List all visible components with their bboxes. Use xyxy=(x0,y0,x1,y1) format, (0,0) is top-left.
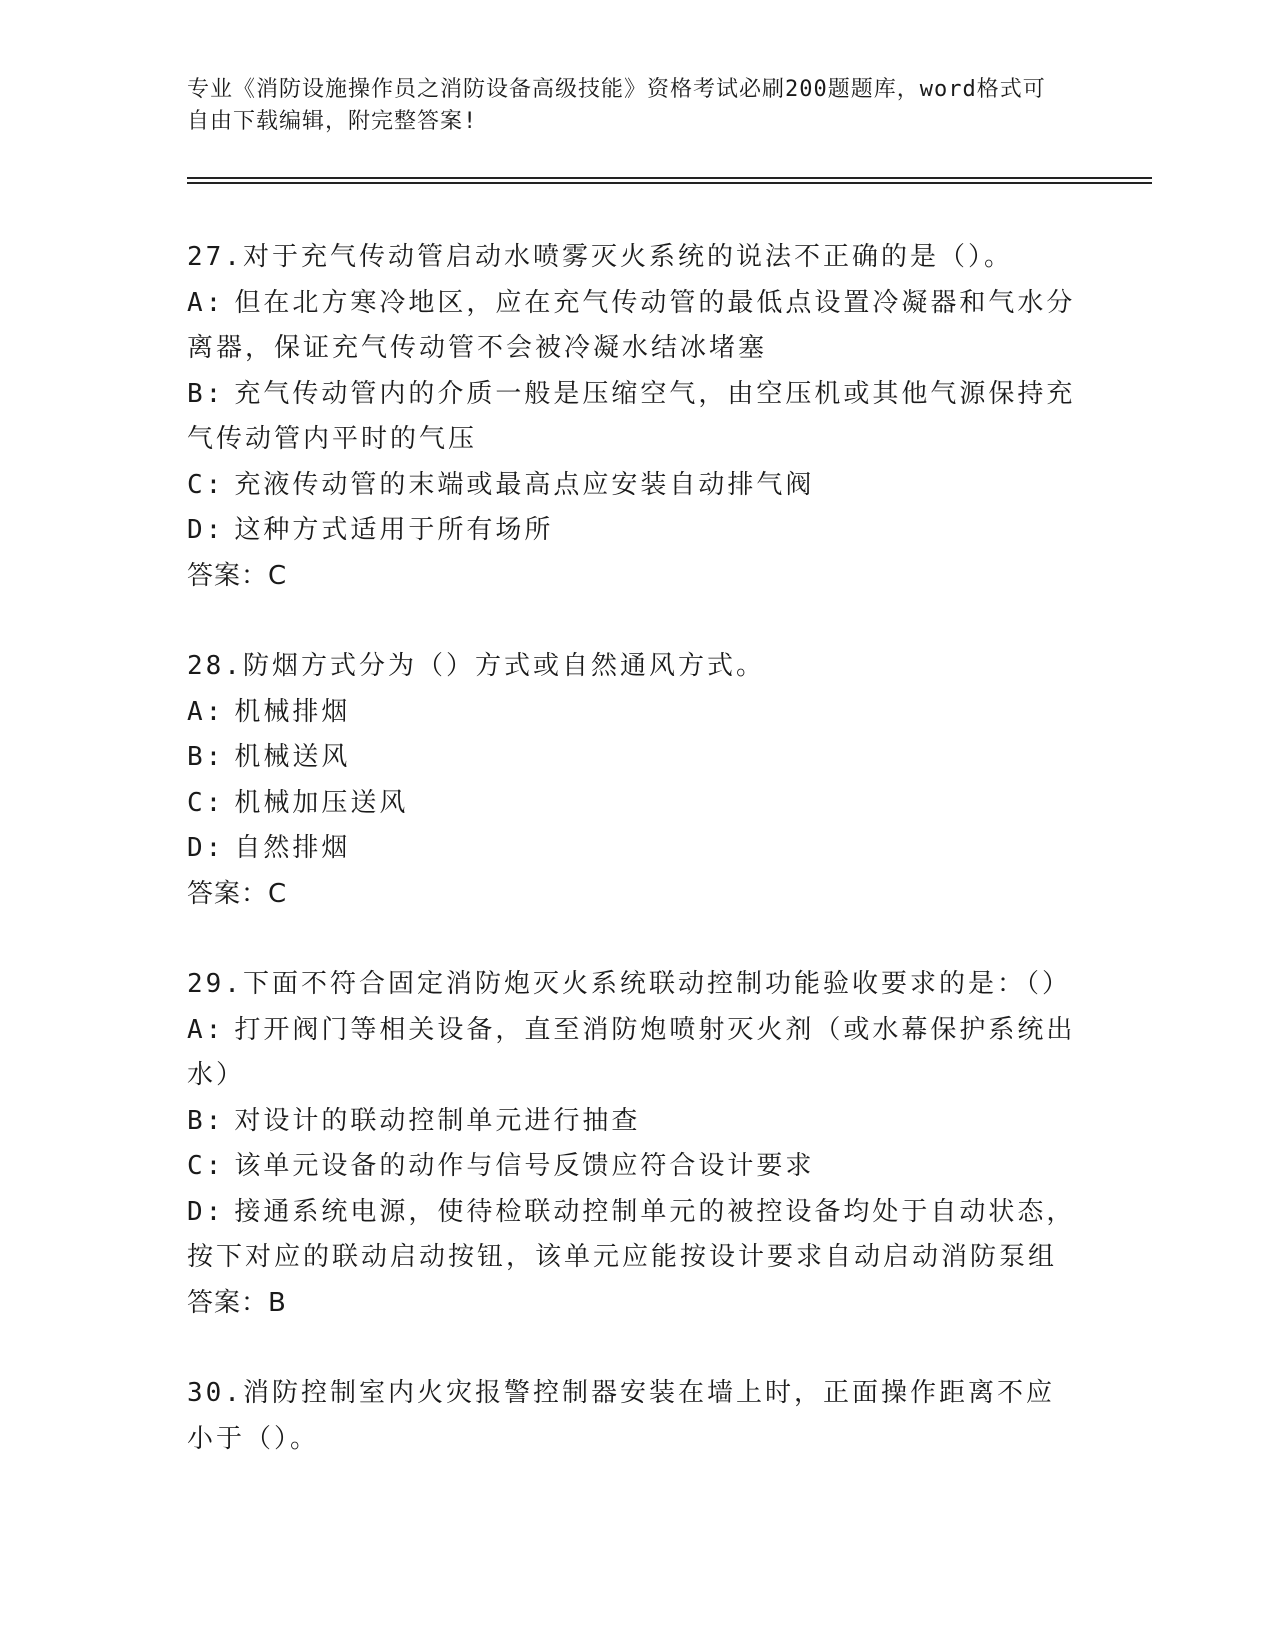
option-c xyxy=(187,463,1077,509)
question-list xyxy=(187,235,1077,1507)
option-d xyxy=(187,508,1077,554)
option-letter: C: xyxy=(187,469,225,500)
option-text: 接通系统电源，使待检联动控制单元的被控设备均处于自动状态，按下对应的联动启动按钮，该单元应能按设计要求自动启动消防泵组 xyxy=(187,1196,1076,1272)
question-27 xyxy=(187,235,1077,599)
answer-line: 答案：C xyxy=(187,878,288,909)
option-text: 充气传动管内的介质一般是压缩空气，由空压机或其他气源保持充气传动管内平时的气压 xyxy=(187,378,1076,454)
option-letter: B: xyxy=(187,742,225,772)
answer-line: 答案：B xyxy=(187,1287,287,1318)
header-text: 专业《消防设施操作员之消防设备高级技能》资格考试必刷200题题库，word格式可自由下载编辑，附完整答案! xyxy=(187,77,1046,134)
question-28 xyxy=(187,644,1077,917)
question-30 xyxy=(187,1371,1077,1462)
question-stem: 30.消防控制室内火灾报警控制器安装在墙上时，正面操作距离不应小于（）。 xyxy=(187,1378,1055,1454)
option-letter: C: xyxy=(187,787,225,818)
option-b xyxy=(187,372,1077,463)
question-stem: 27.对于充气传动管启动水喷雾灭火系统的说法不正确的是（）。 xyxy=(187,242,1013,272)
option-a xyxy=(187,690,1077,736)
option-text: 机械加压送风 xyxy=(234,787,409,818)
option-letter: B: xyxy=(187,378,225,409)
option-text: 机械排烟 xyxy=(234,696,351,727)
header-divider-top xyxy=(187,177,1152,179)
option-text: 机械送风 xyxy=(234,742,351,772)
option-a xyxy=(187,1008,1077,1099)
option-text: 该单元设备的动作与信号反馈应符合设计要求 xyxy=(234,1151,815,1181)
option-letter: D: xyxy=(187,833,225,863)
option-c xyxy=(187,781,1077,827)
option-a xyxy=(187,281,1077,372)
option-b xyxy=(187,735,1077,781)
option-text: 充液传动管的末端或最高点应安装自动排气阀 xyxy=(234,469,815,500)
option-letter: A: xyxy=(187,696,225,727)
option-c xyxy=(187,1144,1077,1190)
question-stem: 28.防烟方式分为（）方式或自然通风方式。 xyxy=(187,651,765,681)
option-letter: D: xyxy=(187,515,225,545)
document-header xyxy=(187,74,1067,138)
header-divider-bottom xyxy=(187,182,1152,184)
question-stem: 29.下面不符合固定消防炮灭火系统联动控制功能验收要求的是：（） xyxy=(187,969,1071,999)
option-text: 这种方式适用于所有场所 xyxy=(234,515,554,545)
option-d xyxy=(187,826,1077,872)
option-text: 自然排烟 xyxy=(234,833,351,863)
option-letter: A: xyxy=(187,287,225,318)
option-letter: A: xyxy=(187,1014,225,1045)
option-text: 对设计的联动控制单元进行抽查 xyxy=(234,1105,641,1136)
answer-line: 答案：C xyxy=(187,560,288,591)
option-letter: D: xyxy=(187,1196,225,1227)
option-text: 打开阀门等相关设备，直至消防炮喷射灭火剂（或水幕保护系统出水） xyxy=(187,1014,1076,1090)
option-letter: C: xyxy=(187,1151,225,1181)
option-b xyxy=(187,1099,1077,1145)
option-text: 但在北方寒冷地区，应在充气传动管的最低点设置冷凝器和气水分离器，保证充气传动管不会被冷凝水结冰堵塞 xyxy=(187,287,1076,363)
option-letter: B: xyxy=(187,1105,225,1136)
option-d xyxy=(187,1190,1077,1281)
question-29 xyxy=(187,962,1077,1326)
